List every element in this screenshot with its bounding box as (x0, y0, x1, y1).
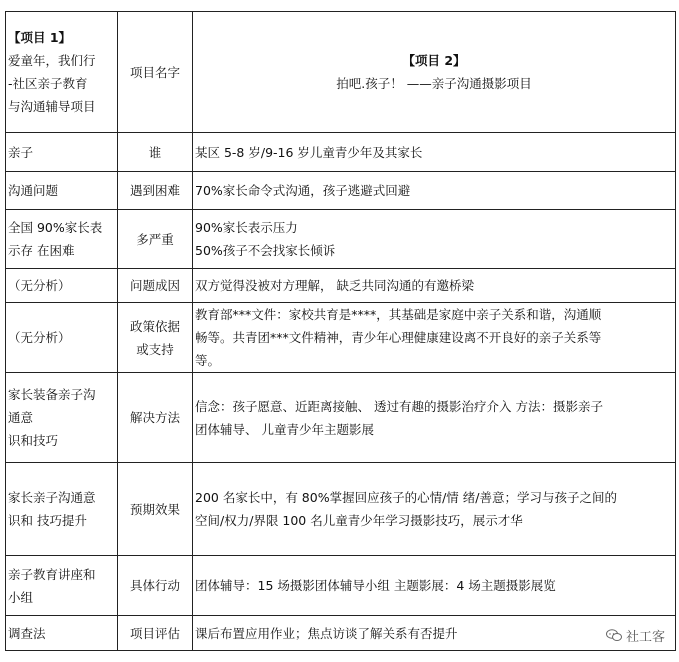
table-row (6, 463, 676, 556)
cell-line: 具体行动 (129, 578, 180, 593)
chat-bubbles-icon (606, 629, 622, 642)
table-row (6, 616, 676, 651)
cell-line: 识和 技巧提升 (8, 513, 87, 528)
cell-line: 双方觉得没被对方理解， 缺乏共同沟通的有邀桥梁 (195, 278, 474, 293)
table-row (6, 133, 676, 172)
cell-line: 空间/权力/界限 100 名儿童青少年学习摄影技巧，展示才华 (195, 513, 523, 528)
cell-line: 畅等。共青团***文件精神，青少年心理健康建设离不开良好的亲子关系等 (195, 330, 602, 345)
cell-c1 (6, 373, 118, 463)
cell-c3 (193, 269, 676, 303)
cell-c3 (193, 172, 676, 210)
cell-line: 示存 在困难 (8, 243, 75, 258)
cell-line: 90%家长表示压力 (195, 220, 298, 235)
table-row (6, 556, 676, 616)
cell-line: 亲子 (8, 144, 34, 160)
cell-line: 解决方法 (129, 410, 180, 425)
cell-line: 全国 90%家长表 (8, 220, 103, 235)
cell-line: 政策依据 (129, 318, 180, 334)
cell-line: 教育部***文件：家校共育是****，其基础是家庭中亲子关系和谐，沟通顺 (195, 307, 602, 322)
cell-line: 与沟通辅导项目 (8, 99, 96, 114)
cell-c3 (193, 210, 676, 269)
cell-c1 (6, 463, 118, 556)
watermark (606, 626, 665, 645)
cell-line: 爱童年，我们行 (8, 53, 96, 68)
cell-c3 (193, 303, 676, 373)
cell-line: 团体辅导、 儿童青少年主题影展 (195, 421, 374, 437)
cell-c1 (6, 172, 118, 210)
cell-line: 50%孩子不会找家长倾诉 (195, 243, 336, 258)
cell-c1 (6, 133, 118, 172)
cell-line: 拍吧.孩子！ ——亲子沟通摄影项目 (336, 76, 532, 91)
cell-line: 项目评估 (129, 625, 180, 641)
cell-c2 (118, 373, 193, 463)
cell-c2 (118, 269, 193, 303)
cell-c3 (193, 373, 676, 463)
cell-line: 沟通问题 (8, 183, 59, 198)
cell-c2 (118, 303, 193, 373)
cell-c1 (6, 210, 118, 269)
cell-line: 多严重 (136, 231, 174, 247)
cell-c2 (118, 616, 193, 651)
cell-line: 信念：孩子愿意、近距离接触、 透过有趣的摄影治疗介入 方法：摄影亲子 (195, 398, 603, 414)
cell-line: 200 名家长中，有 80%掌握回应孩子的心情/情 绪/善意；学习与孩子之间的 (195, 490, 617, 505)
cell-line: 问题成因 (129, 278, 180, 293)
cell-line: 谁 (148, 144, 162, 160)
cell-c2 (118, 463, 193, 556)
cell-c1 (6, 556, 118, 616)
cell-line: 小组 (8, 589, 34, 605)
cell-line: 某区 5-8 岁/9-16 岁儿童青少年及其家长 (195, 144, 423, 160)
cell-c2 (118, 172, 193, 210)
cell-line: 家长亲子沟通意 (8, 490, 96, 505)
cell-line: 项目名字 (129, 64, 180, 80)
cell-line: 调查法 (8, 625, 46, 641)
cell-line: 或支持 (136, 341, 174, 357)
cell-line: 【项目 2】 (402, 53, 466, 68)
cell-c1 (6, 303, 118, 373)
cell-line: 【项目 1】 (8, 30, 72, 45)
table-row (6, 373, 676, 463)
table-row (6, 12, 676, 133)
watermark-text: 社工客 (625, 630, 665, 645)
cell-c2 (118, 210, 193, 269)
table-row (6, 303, 676, 373)
cell-line: 亲子教育讲座和 (8, 566, 96, 582)
cell-line: （无分析） (8, 278, 71, 293)
table-row (6, 172, 676, 210)
cell-line: 团体辅导：15 场摄影团体辅导小组 主题影展：4 场主题摄影展览 (195, 578, 556, 593)
cell-line: -社区亲子教育 (8, 76, 88, 91)
cell-line: 70%家长命令式沟通，孩子逃避式回避 (195, 183, 411, 198)
cell-c1 (6, 269, 118, 303)
project-comparison-table (5, 11, 676, 651)
cell-c2 (118, 556, 193, 616)
cell-line: 遇到困难 (129, 183, 180, 198)
cell-c2 (118, 133, 193, 172)
cell-line: 等。 (195, 353, 221, 368)
cell-c1 (6, 616, 118, 651)
cell-c3 (193, 616, 676, 651)
cell-c2 (118, 12, 193, 133)
cell-c3 (193, 463, 676, 556)
cell-line: 通意 (8, 410, 34, 425)
cell-line: 课后布置应用作业；焦点访谈了解关系有否提升 (195, 625, 458, 641)
cell-c3 (193, 133, 676, 172)
table-row (6, 210, 676, 269)
cell-line: （无分析） (8, 330, 71, 345)
table-row (6, 269, 676, 303)
cell-c3 (193, 12, 676, 133)
cell-c3 (193, 556, 676, 616)
cell-line: 预期效果 (129, 501, 180, 517)
cell-line: 识和技巧 (8, 433, 59, 448)
cell-c1 (6, 12, 118, 133)
cell-line: 家长装备亲子沟 (8, 387, 96, 402)
